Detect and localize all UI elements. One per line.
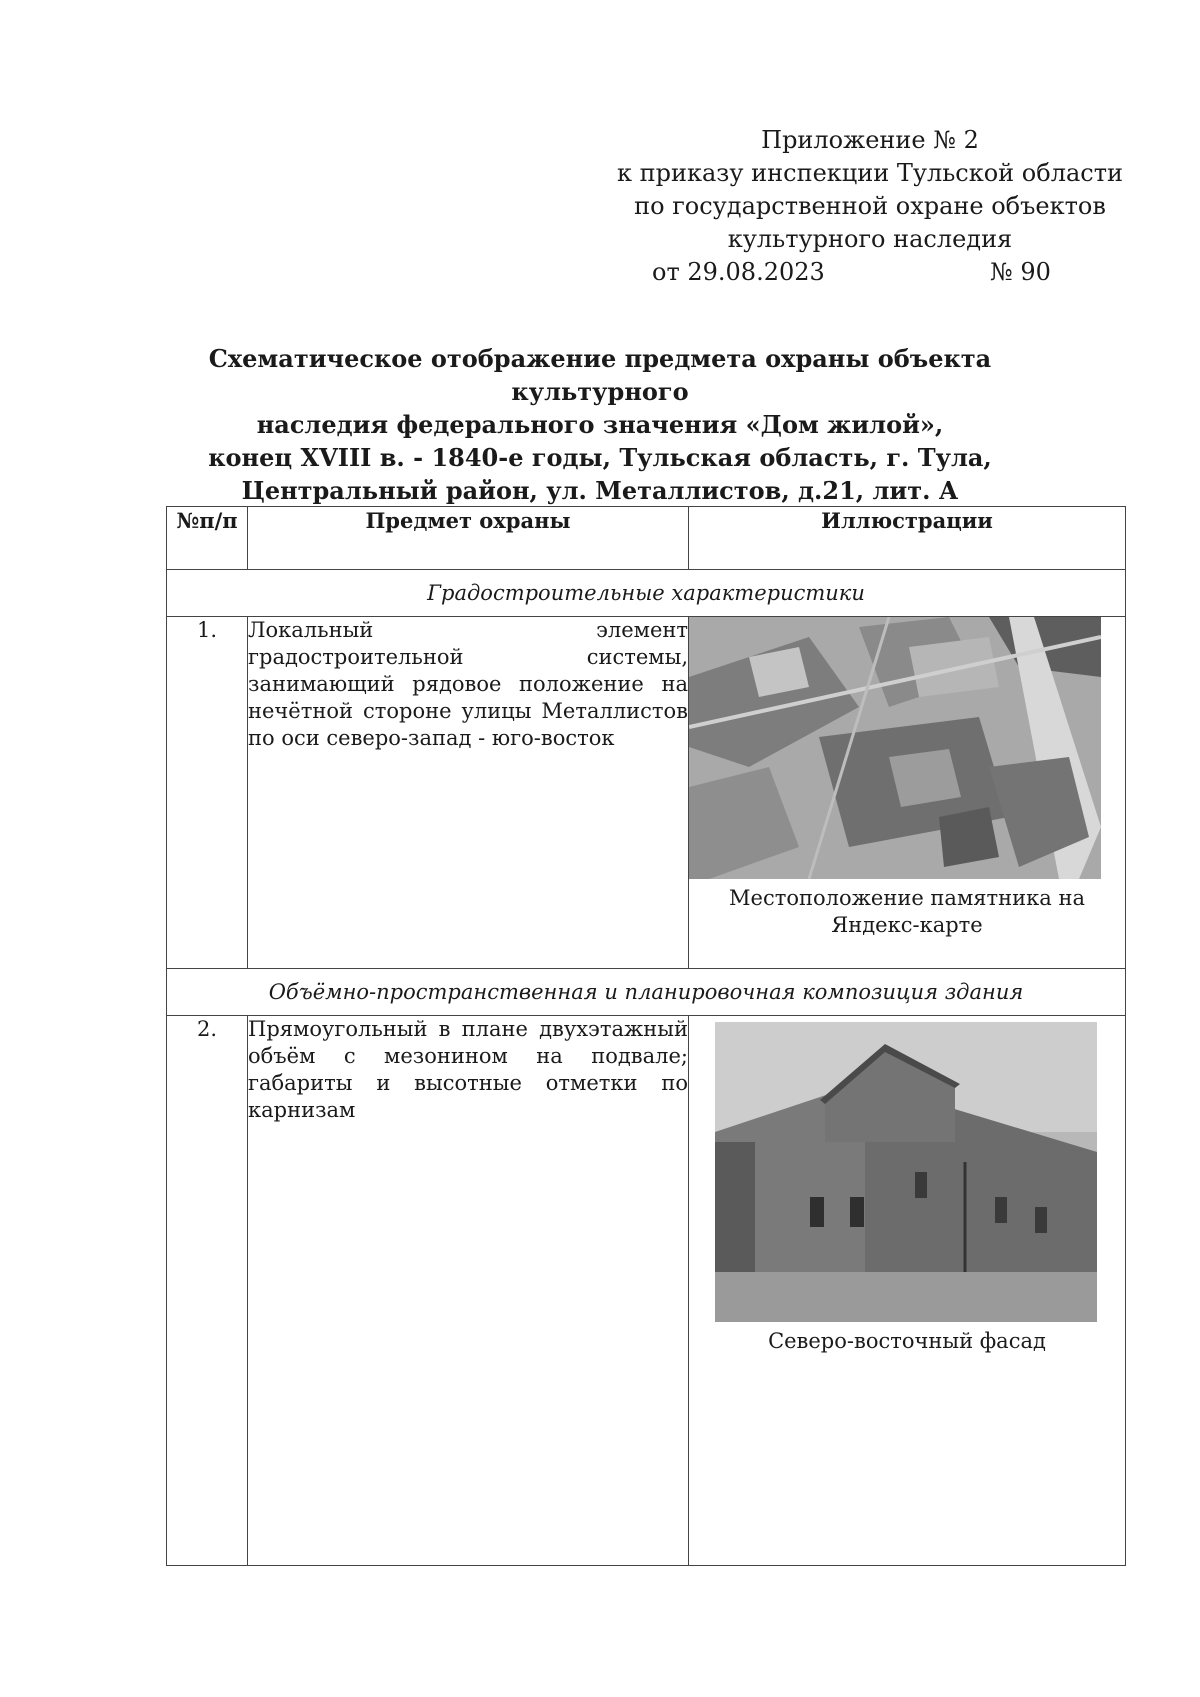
section-title: Градостроительные характеристики — [167, 570, 1126, 617]
appendix-line: по государственной охране объектов — [634, 192, 1106, 220]
section-title: Объёмно-пространственная и планировочная композиция здания — [167, 969, 1126, 1016]
table-row — [167, 617, 1126, 969]
order-number: № 90 — [990, 258, 1051, 286]
header-subject: Предмет охраны — [248, 507, 689, 570]
header-num: №п/п — [167, 507, 248, 570]
title-line: конец XVIII в. - 1840-е годы, Тульская область, г. Тула, — [208, 443, 992, 472]
row-number: 1. — [167, 617, 248, 969]
row-text: Прямоугольный в плане двухэтажный объём с мезонином на подвале; габариты и высотные отметки по карнизам — [248, 1016, 689, 1566]
protection-table — [166, 506, 1126, 1566]
appendix-line: к приказу инспекции Тульской области — [617, 159, 1123, 187]
illustration-cell — [689, 617, 1126, 969]
appendix-line: культурного наследия — [727, 225, 1013, 253]
table-row — [167, 1016, 1126, 1566]
aerial-map-image — [689, 617, 1101, 879]
order-date: от 29.08.2023 — [652, 258, 825, 286]
title-line: наследия федерального значения «Дом жилой», — [256, 410, 944, 439]
title-line: Схематическое отображение предмета охраны объекта культурного — [208, 344, 992, 406]
row-text: Локальный элемент градостроительной системы, занимающий рядовое положение на нечётной стороне улицы Металлистов по оси северо-запад - юго-восток — [248, 617, 689, 969]
illustration-caption: Северо-восточный фасад — [768, 1329, 1046, 1353]
section-row — [167, 570, 1126, 617]
appendix-header — [600, 124, 1140, 289]
section-row — [167, 969, 1126, 1016]
appendix-line: Приложение № 2 — [761, 126, 979, 154]
illustration-cell — [689, 1016, 1126, 1566]
document-title — [150, 342, 1050, 507]
row-number: 2. — [167, 1016, 248, 1566]
appendix-dateline — [600, 256, 1140, 289]
illustration-caption: Местоположение памятника на Яндекс-карте — [729, 886, 1085, 937]
title-line: Центральный район, ул. Металлистов, д.21, лит. А — [241, 476, 959, 505]
header-illustrations: Иллюстрации — [689, 507, 1126, 570]
building-facade-image — [715, 1022, 1097, 1322]
table-header-row — [167, 507, 1126, 570]
